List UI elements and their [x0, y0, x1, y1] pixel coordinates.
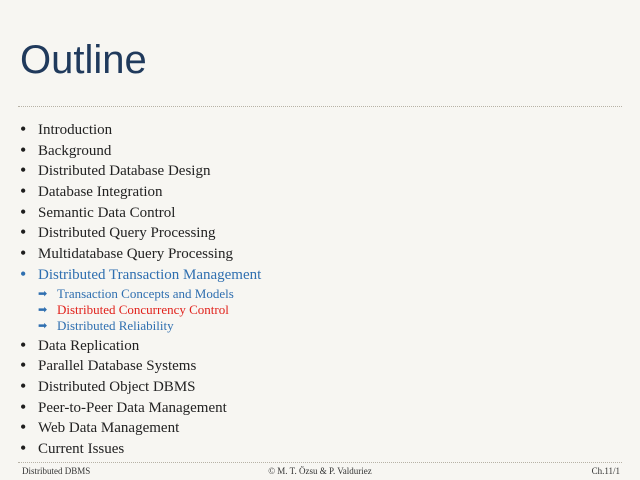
outline-list [20, 120, 261, 460]
outline-item [20, 439, 261, 460]
footer-copyright: © M. T. Özsu & P. Valduriez [268, 466, 372, 476]
bullet-dot-icon: • [20, 243, 27, 264]
footer-page-number: Ch.11/1 [591, 466, 620, 476]
bullet-dot-icon: • [20, 437, 27, 458]
footer-divider [18, 462, 622, 463]
bullet-dot-icon: • [20, 139, 27, 160]
bullet-dot-icon: • [20, 201, 27, 222]
outline-item-label: Distributed Object DBMS [38, 378, 196, 395]
outline-item [20, 356, 261, 377]
outline-item [20, 336, 261, 357]
outline-item-label: Background [38, 142, 112, 159]
bullet-dot-icon: • [20, 160, 27, 181]
bullet-dot-icon: • [20, 355, 27, 376]
outline-item-label: Distributed Query Processing [38, 225, 216, 242]
outline-subitem [20, 286, 261, 302]
outline-subitem-label: Transaction Concepts and Models [57, 285, 234, 301]
outline-item-label: Parallel Database Systems [38, 358, 197, 375]
outline-item [20, 161, 261, 182]
outline-item [20, 223, 261, 244]
outline-item-label: Semantic Data Control [38, 204, 176, 221]
bullet-dot-icon: • [20, 222, 27, 243]
slide-title: Outline [20, 38, 147, 82]
footer-course: Distributed DBMS [22, 466, 91, 476]
outline-item-label: Distributed Database Design [38, 163, 211, 180]
bullet-dot-icon: • [20, 375, 27, 396]
outline-subitem-label: Distributed Concurrency Control [57, 301, 229, 317]
outline-item-label: Database Integration [38, 184, 163, 201]
bullet-dot-icon: • [20, 417, 27, 438]
arrow-right-icon: ➡ [38, 302, 48, 316]
outline-item-label: Peer-to-Peer Data Management [38, 399, 227, 416]
outline-item [20, 203, 261, 224]
outline-item-label: Current Issues [38, 440, 125, 457]
outline-item [20, 265, 261, 286]
outline-item-label: Multidatabase Query Processing [38, 246, 233, 263]
outline-item [20, 398, 261, 419]
outline-item [20, 418, 261, 439]
outline-subitem [20, 318, 261, 334]
outline-item-label: Introduction [38, 122, 113, 138]
bullet-dot-icon: • [20, 119, 27, 139]
outline-subitem [20, 302, 261, 318]
bullet-dot-icon: • [20, 181, 27, 202]
title-divider [18, 106, 622, 107]
outline-item [20, 244, 261, 265]
bullet-dot-icon: • [20, 263, 27, 284]
arrow-right-icon: ➡ [38, 318, 48, 332]
outline-item [20, 182, 261, 203]
outline-item-label: Web Data Management [38, 420, 180, 437]
bullet-dot-icon: • [20, 396, 27, 417]
outline-item-label: Data Replication [38, 337, 140, 354]
outline-item-label: Distributed Transaction Management [38, 266, 262, 283]
outline-subitem-label: Distributed Reliability [57, 317, 174, 333]
outline-item [20, 377, 261, 398]
outline-item [20, 120, 261, 141]
outline-item [20, 141, 261, 162]
arrow-right-icon: ➡ [38, 286, 48, 300]
bullet-dot-icon: • [20, 334, 27, 355]
